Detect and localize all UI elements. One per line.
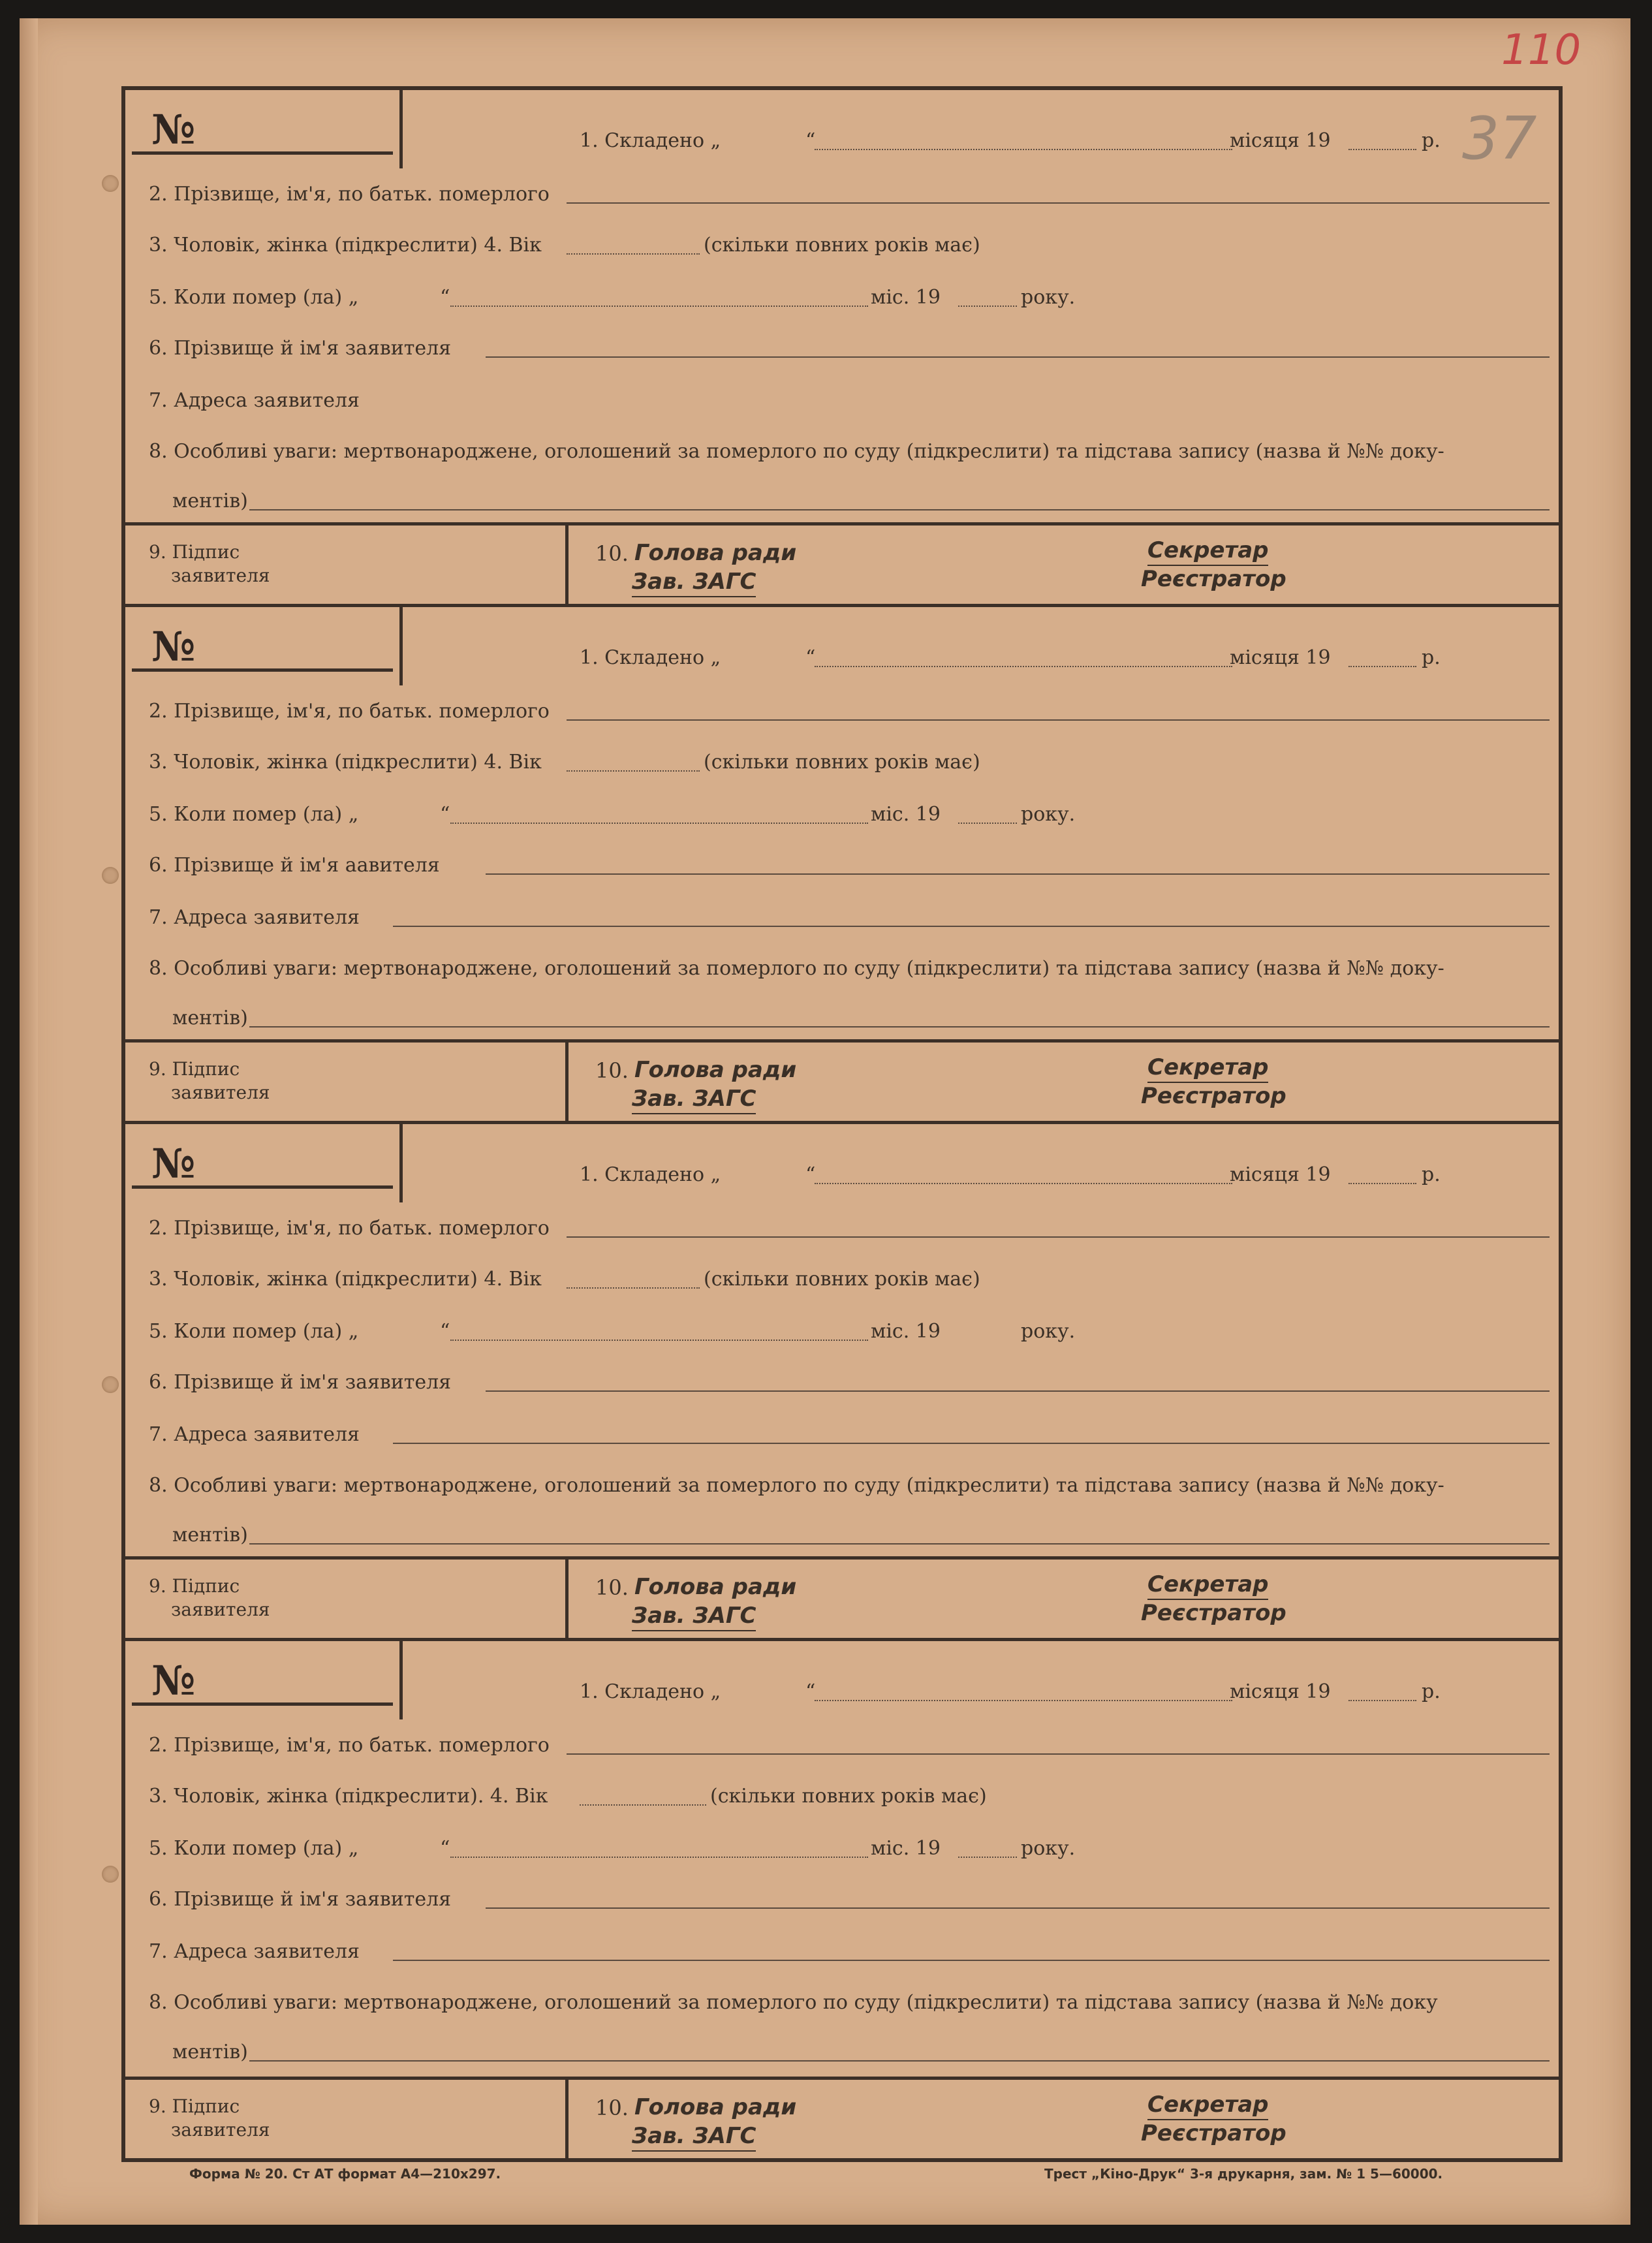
year-suffix: р.	[1422, 646, 1441, 669]
died-year: року.	[1021, 286, 1076, 309]
compiled-year-field[interactable]	[1348, 149, 1416, 150]
died-day-field[interactable]	[450, 823, 868, 824]
gender-label: 3. Чоловік, жінка (підкреслити) 4. Вік	[149, 751, 542, 774]
died-label: 5. Коли помер (ла) „	[149, 286, 359, 309]
registrar-label: Реєстратор	[1141, 1600, 1286, 1626]
sign-label: 9. Підпис	[149, 1058, 240, 1080]
zags-label: Зав. ЗАГС	[632, 1086, 756, 1114]
age-field[interactable]	[567, 1287, 700, 1289]
row-surname	[149, 171, 1550, 210]
notes-field[interactable]	[249, 509, 1550, 510]
head-label: Голова ради	[634, 1574, 797, 1600]
binding-hole	[102, 175, 119, 192]
died-year: року.	[1021, 1837, 1076, 1860]
record-block	[125, 1641, 1559, 2158]
month-label: місяця 19	[1230, 1680, 1331, 1703]
zags-label: Зав. ЗАГС	[632, 2123, 756, 2152]
row-died	[149, 791, 1550, 830]
row-notes	[149, 428, 1550, 467]
page-number: 37	[1462, 104, 1537, 173]
died-month: міс. 19	[871, 286, 941, 309]
notes-cont: ментів)	[172, 1524, 248, 1546]
died-label: 5. Коли помер (ла) „	[149, 803, 359, 826]
notes-label: 8. Особливі уваги: мертвонароджене, оголошений за померлого по суду (підкреслити) та підстава запису (назва й №№ доку-	[149, 440, 1444, 463]
died-year: року.	[1021, 803, 1076, 826]
compiled-day-field[interactable]	[815, 666, 1232, 667]
compiled-label: 1. Складено „	[580, 129, 721, 152]
notes-cont: ментів)	[172, 2041, 248, 2063]
signature-divider	[565, 2080, 569, 2158]
row-surname	[149, 688, 1550, 727]
sign-label: 9. Підпис	[149, 541, 240, 563]
applicant-label: 6. Прізвище й ім'я заявителя	[149, 1888, 452, 1911]
binding-hole	[102, 1376, 119, 1393]
row-surname	[149, 1205, 1550, 1244]
signature-area	[125, 2077, 1559, 2158]
row-gender	[149, 1256, 1550, 1295]
month-label: місяця 19	[1230, 129, 1331, 152]
age-field[interactable]	[567, 770, 700, 772]
number-sign: №	[151, 623, 196, 670]
address-label: 7. Адреса заявителя	[149, 1423, 360, 1446]
died-month: міс. 19	[871, 803, 941, 826]
notes-field[interactable]	[249, 1543, 1550, 1545]
died-quote: “	[440, 803, 450, 826]
year-suffix: р.	[1422, 129, 1441, 152]
archive-number: 110	[1501, 26, 1582, 74]
row-notes	[149, 1979, 1550, 2018]
age-field[interactable]	[580, 1804, 706, 1806]
applicant-field[interactable]	[486, 1390, 1550, 1392]
registrar-label: Реєстратор	[1141, 566, 1286, 592]
died-quote: “	[440, 286, 450, 309]
died-month: міс. 19	[871, 1837, 941, 1860]
month-label: місяця 19	[1230, 646, 1331, 669]
registrar-label: Реєстратор	[1141, 1083, 1286, 1109]
row-died	[149, 1825, 1550, 1864]
signature-divider	[565, 525, 569, 604]
died-day-field[interactable]	[450, 1857, 868, 1858]
row-notes-cont	[149, 1512, 1550, 1551]
row-died	[149, 1308, 1550, 1347]
died-day-field[interactable]	[450, 1340, 868, 1341]
signature-area	[125, 1039, 1559, 1121]
died-quote: “	[440, 1837, 450, 1860]
age-hint: (скільки повних років має)	[704, 234, 980, 257]
address-label: 7. Адреса заявителя	[149, 1940, 360, 1963]
applicant-field[interactable]	[486, 1907, 1550, 1909]
sign-label: 9. Підпис	[149, 1575, 240, 1597]
compiled-year-field[interactable]	[1348, 1700, 1416, 1701]
notes-cont: ментів)	[172, 490, 248, 512]
compiled-quote: “	[805, 646, 816, 669]
address-label: 7. Адреса заявителя	[149, 389, 360, 412]
sign-label-2: заявителя	[171, 1082, 270, 1103]
died-year-field[interactable]	[958, 823, 1017, 824]
address-field[interactable]	[393, 1443, 1550, 1444]
row-notes	[149, 945, 1550, 984]
applicant-label: 6. Прізвище й ім'я заявителя	[149, 1371, 452, 1394]
row-compiled	[149, 635, 1550, 674]
age-hint: (скільки повних років має)	[704, 751, 980, 774]
secretary-label: Секретар	[1147, 2092, 1268, 2120]
notes-cont: ментів)	[172, 1007, 248, 1029]
form-frame	[121, 86, 1563, 2162]
head-label: Голова ради	[634, 2094, 797, 2120]
address-label: 7. Адреса заявителя	[149, 906, 360, 929]
secretary-label: Секретар	[1147, 1571, 1268, 1600]
died-month: міс. 19	[871, 1320, 941, 1343]
compiled-label: 1. Складено „	[580, 1163, 721, 1186]
surname-label: 2. Прізвище, ім'я, по батьк. померлого	[149, 183, 550, 206]
notes-field[interactable]	[249, 2060, 1550, 2062]
age-hint: (скільки повних років має)	[710, 1785, 987, 1808]
notes-label: 8. Особливі уваги: мертвонароджене, оголошений за померлого по суду (підкреслити) та підстава запису (назва й №№ доку	[149, 1991, 1438, 2014]
row-notes-cont	[149, 995, 1550, 1034]
number-sign: №	[151, 1657, 196, 1704]
row-surname	[149, 1722, 1550, 1761]
applicant-field[interactable]	[486, 873, 1550, 875]
row-gender	[149, 222, 1550, 261]
row-compiled	[149, 1669, 1550, 1708]
gender-label: 3. Чоловік, жінка (підкреслити) 4. Вік	[149, 234, 542, 257]
compiled-year-field[interactable]	[1348, 1183, 1416, 1184]
died-day-field[interactable]	[450, 306, 868, 307]
head-num: 10.	[595, 2095, 629, 2120]
compiled-day-field[interactable]	[815, 149, 1232, 150]
surname-field[interactable]	[567, 1753, 1550, 1755]
row-address	[149, 377, 1550, 416]
secretary-label: Секретар	[1147, 1054, 1268, 1083]
row-notes-cont	[149, 478, 1550, 517]
died-year-field[interactable]	[958, 1857, 1017, 1858]
row-address	[149, 894, 1550, 933]
notes-label: 8. Особливі уваги: мертвонароджене, оголошений за померлого по суду (підкреслити) та підстава запису (назва й №№ доку-	[149, 1474, 1444, 1497]
notes-label: 8. Особливі уваги: мертвонароджене, оголошений за померлого по суду (підкреслити) та підстава запису (назва й №№ доку-	[149, 957, 1444, 980]
compiled-day-field[interactable]	[815, 1183, 1232, 1184]
record-block	[125, 90, 1559, 607]
sign-label-2: заявителя	[171, 1599, 270, 1620]
died-year: року.	[1021, 1320, 1076, 1343]
signature-divider	[565, 1560, 569, 1638]
surname-field[interactable]	[567, 202, 1550, 204]
signature-area	[125, 522, 1559, 604]
footer-form-info: Форма № 20. Ст АТ формат А4—210х297.	[189, 2166, 501, 2182]
head-num: 10.	[595, 541, 629, 566]
row-applicant	[149, 842, 1550, 881]
sign-label-2: заявителя	[171, 565, 270, 586]
row-applicant	[149, 1876, 1550, 1915]
signature-divider	[565, 1043, 569, 1121]
row-notes-cont	[149, 2029, 1550, 2068]
notes-field[interactable]	[249, 1026, 1550, 1027]
compiled-label: 1. Складено „	[580, 1680, 721, 1703]
gender-label: 3. Чоловік, жінка (підкреслити) 4. Вік	[149, 1268, 542, 1291]
surname-label: 2. Прізвище, ім'я, по батьк. померлого	[149, 1734, 550, 1757]
row-address	[149, 1411, 1550, 1451]
compiled-year-field[interactable]	[1348, 666, 1416, 667]
number-sign: №	[151, 1140, 196, 1187]
head-num: 10.	[595, 1058, 629, 1083]
address-field[interactable]	[393, 1960, 1550, 1961]
year-suffix: р.	[1422, 1163, 1441, 1186]
applicant-label: 6. Прізвище й ім'я заявителя	[149, 337, 452, 360]
gender-label: 3. Чоловік, жінка (підкреслити). 4. Вік	[149, 1785, 548, 1808]
page-binding-edge	[20, 18, 38, 2225]
record-block	[125, 607, 1559, 1124]
row-died	[149, 274, 1550, 313]
sign-label-2: заявителя	[171, 2119, 270, 2141]
died-year-field[interactable]	[958, 306, 1017, 307]
applicant-field[interactable]	[486, 356, 1550, 358]
died-label: 5. Коли помер (ла) „	[149, 1320, 359, 1343]
compiled-quote: “	[805, 1163, 816, 1186]
record-block	[125, 1124, 1559, 1641]
sign-label: 9. Підпис	[149, 2095, 240, 2117]
compiled-day-field[interactable]	[815, 1700, 1232, 1701]
row-compiled	[149, 1152, 1550, 1191]
surname-label: 2. Прізвище, ім'я, по батьк. померлого	[149, 700, 550, 723]
month-label: місяця 19	[1230, 1163, 1331, 1186]
surname-field[interactable]	[567, 1236, 1550, 1238]
died-label: 5. Коли помер (ла) „	[149, 1837, 359, 1860]
signature-area	[125, 1556, 1559, 1638]
address-field[interactable]	[393, 926, 1550, 927]
zags-label: Зав. ЗАГС	[632, 569, 756, 597]
number-sign: №	[151, 106, 196, 153]
binding-hole	[102, 1866, 119, 1883]
row-notes	[149, 1462, 1550, 1501]
row-gender	[149, 1773, 1550, 1812]
year-suffix: р.	[1422, 1680, 1441, 1703]
died-quote: “	[440, 1320, 450, 1343]
compiled-quote: “	[805, 1680, 816, 1703]
head-label: Голова ради	[634, 1057, 797, 1083]
surname-field[interactable]	[567, 719, 1550, 721]
row-applicant	[149, 325, 1550, 364]
registrar-label: Реєстратор	[1141, 2120, 1286, 2146]
zags-label: Зав. ЗАГС	[632, 1603, 756, 1631]
row-address	[149, 1928, 1550, 1968]
head-label: Голова ради	[634, 540, 797, 566]
compiled-quote: “	[805, 129, 816, 152]
binding-hole	[102, 867, 119, 884]
age-field[interactable]	[567, 253, 700, 255]
surname-label: 2. Прізвище, ім'я, по батьк. померлого	[149, 1217, 550, 1240]
row-gender	[149, 739, 1550, 778]
footer-printer-info: Трест „Кіно-Друк“ 3-я друкарня, зам. № 1 5—60000.	[1044, 2166, 1443, 2182]
head-num: 10.	[595, 1575, 629, 1600]
compiled-label: 1. Складено „	[580, 646, 721, 669]
age-hint: (скільки повних років має)	[704, 1268, 980, 1291]
row-compiled	[149, 118, 1550, 157]
applicant-label: 6. Прізвище й ім'я аавителя	[149, 854, 440, 877]
secretary-label: Секретар	[1147, 537, 1268, 566]
row-applicant	[149, 1359, 1550, 1398]
